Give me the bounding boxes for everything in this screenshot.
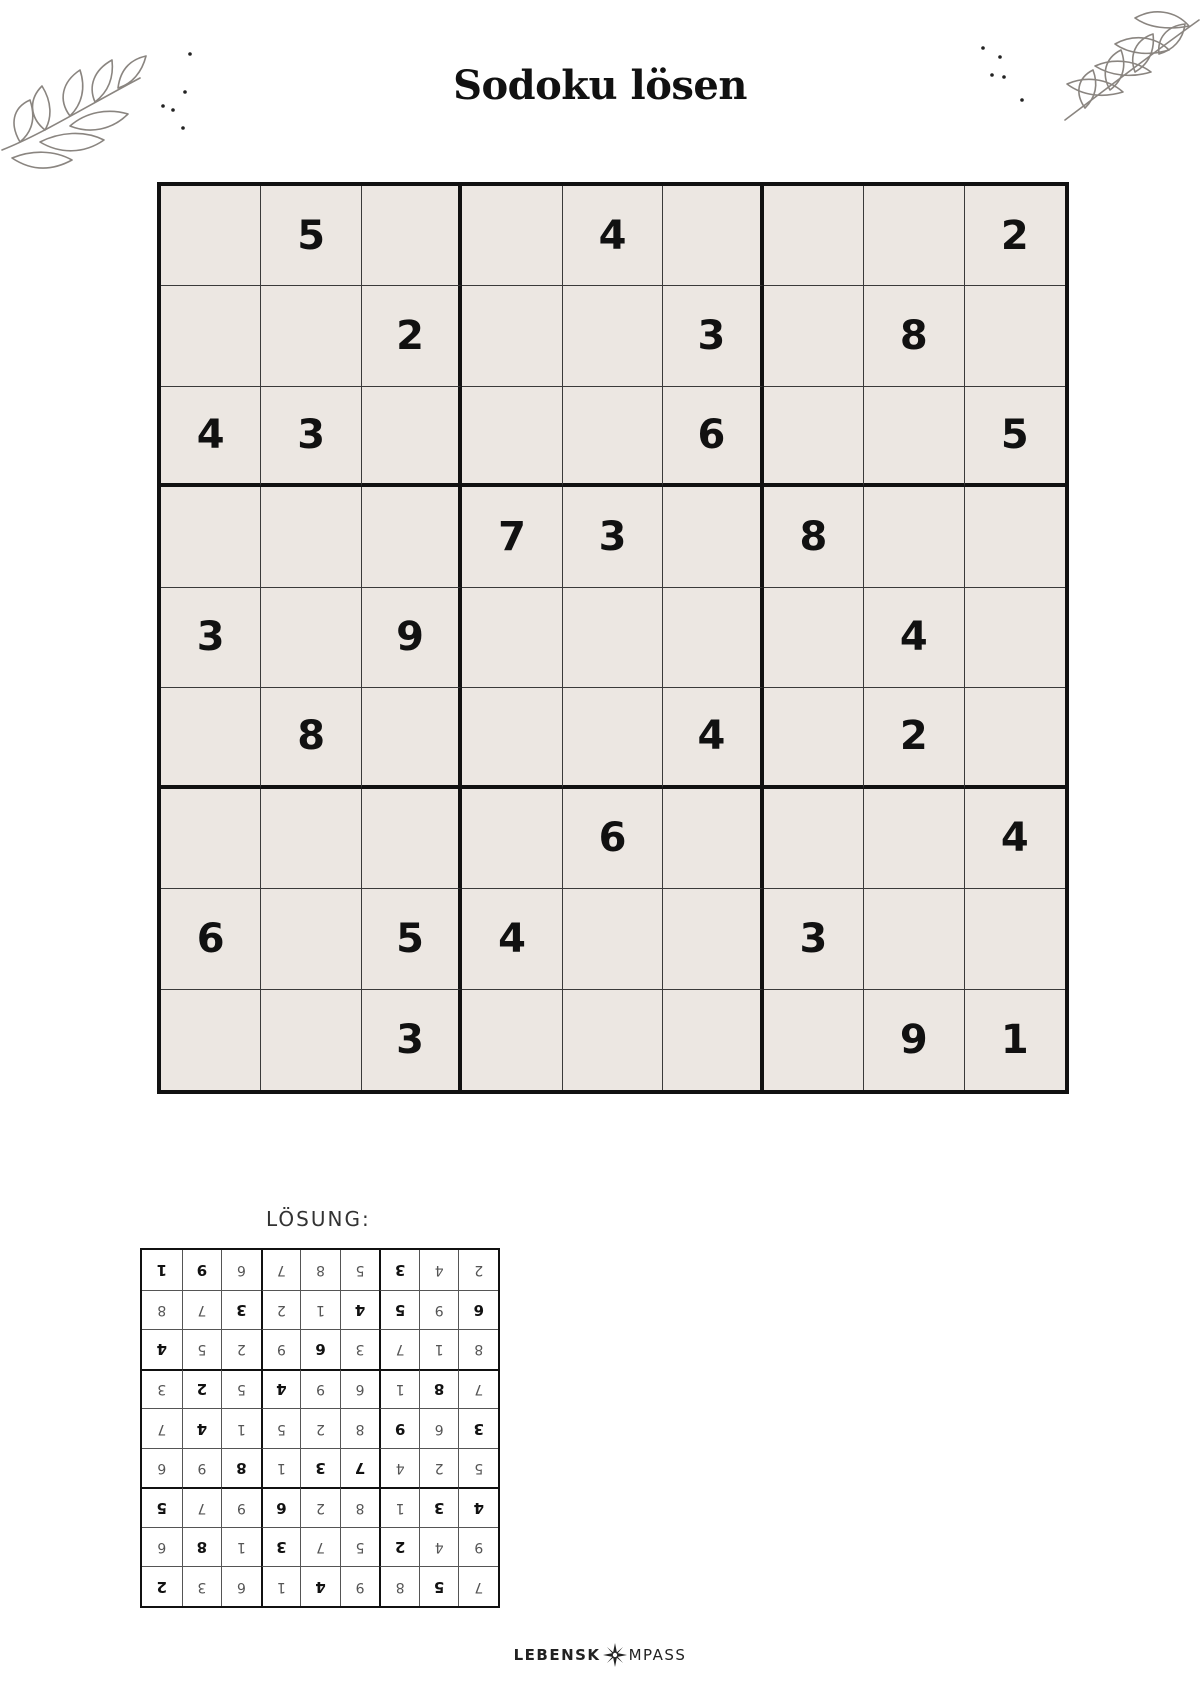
puzzle-cell-r2-c5 — [563, 286, 663, 386]
puzzle-cell-r2-c4 — [462, 286, 562, 386]
solution-cell-r8-c7: 3 — [221, 1290, 261, 1330]
puzzle-cell-r6-c1 — [161, 688, 261, 788]
puzzle-cell-r9-c8: 9 — [864, 990, 964, 1090]
puzzle-cell-r1-c9: 2 — [965, 186, 1065, 286]
puzzle-cell-r1-c2: 5 — [261, 186, 361, 286]
solution-cell-r2-c5: 7 — [300, 1527, 340, 1567]
solution-cell-r8-c4: 4 — [340, 1290, 380, 1330]
puzzle-cell-r4-c6 — [663, 487, 763, 587]
puzzle-cell-r9-c3: 3 — [362, 990, 462, 1090]
puzzle-cell-r9-c4 — [462, 990, 562, 1090]
puzzle-cell-r5-c4 — [462, 588, 562, 688]
solution-cell-r1-c4: 9 — [340, 1566, 380, 1606]
puzzle-cell-r3-c4 — [462, 387, 562, 487]
solution-cell-r9-c4: 5 — [340, 1250, 380, 1290]
puzzle-cell-r4-c8 — [864, 487, 964, 587]
puzzle-cell-r2-c6: 3 — [663, 286, 763, 386]
puzzle-cell-r5-c6 — [663, 588, 763, 688]
solution-cell-r8-c9: 8 — [142, 1290, 182, 1330]
puzzle-cell-r8-c9 — [965, 889, 1065, 989]
footer-brand — [0, 1642, 1200, 1668]
puzzle-cell-r7-c7 — [764, 789, 864, 889]
puzzle-cell-r5-c9 — [965, 588, 1065, 688]
solution-cell-r3-c6: 6 — [261, 1487, 301, 1527]
solution-cell-r5-c1: 3 — [458, 1408, 498, 1448]
puzzle-cell-r4-c5: 3 — [563, 487, 663, 587]
dots-right-decoration — [978, 45, 1028, 105]
puzzle-cell-r4-c9 — [965, 487, 1065, 587]
puzzle-cell-r3-c1: 4 — [161, 387, 261, 487]
puzzle-cell-r8-c7: 3 — [764, 889, 864, 989]
solution-cell-r1-c2: 5 — [419, 1566, 459, 1606]
puzzle-cell-r5-c3: 9 — [362, 588, 462, 688]
solution-cell-r1-c1: 7 — [458, 1566, 498, 1606]
solution-cell-r6-c3: 1 — [379, 1369, 419, 1409]
solution-cell-r7-c8: 5 — [182, 1329, 222, 1369]
solution-cell-r4-c7: 8 — [221, 1448, 261, 1488]
puzzle-cell-r9-c7 — [764, 990, 864, 1090]
solution-cell-r3-c2: 3 — [419, 1487, 459, 1527]
puzzle-cell-r2-c2 — [261, 286, 361, 386]
solution-cell-r4-c5: 3 — [300, 1448, 340, 1488]
puzzle-cell-r4-c4: 7 — [462, 487, 562, 587]
solution-cell-r9-c8: 9 — [182, 1250, 222, 1290]
solution-cell-r3-c5: 2 — [300, 1487, 340, 1527]
puzzle-cell-r8-c1: 6 — [161, 889, 261, 989]
solution-cell-r4-c2: 2 — [419, 1448, 459, 1488]
puzzle-cell-r4-c1 — [161, 487, 261, 587]
solution-cell-r5-c9: 7 — [142, 1408, 182, 1448]
puzzle-cell-r5-c1: 3 — [161, 588, 261, 688]
puzzle-cell-r8-c3: 5 — [362, 889, 462, 989]
puzzle-cell-r3-c6: 6 — [663, 387, 763, 487]
solution-cell-r6-c2: 8 — [419, 1369, 459, 1409]
solution-cell-r4-c9: 6 — [142, 1448, 182, 1488]
puzzle-cell-r4-c2 — [261, 487, 361, 587]
solution-cell-r2-c8: 8 — [182, 1527, 222, 1567]
puzzle-cell-r5-c2 — [261, 588, 361, 688]
puzzle-cell-r6-c2: 8 — [261, 688, 361, 788]
puzzle-cell-r3-c5 — [563, 387, 663, 487]
sudoku-puzzle-grid — [157, 182, 1069, 1094]
solution-cell-r5-c6: 5 — [261, 1408, 301, 1448]
puzzle-cell-r9-c1 — [161, 990, 261, 1090]
puzzle-cell-r3-c3 — [362, 387, 462, 487]
solution-cell-r8-c6: 2 — [261, 1290, 301, 1330]
solution-cell-r5-c5: 2 — [300, 1408, 340, 1448]
solution-cell-r1-c6: 1 — [261, 1566, 301, 1606]
puzzle-cell-r6-c5 — [563, 688, 663, 788]
puzzle-cell-r5-c5 — [563, 588, 663, 688]
puzzle-cell-r2-c8: 8 — [864, 286, 964, 386]
puzzle-cell-r7-c5: 6 — [563, 789, 663, 889]
solution-cell-r8-c8: 7 — [182, 1290, 222, 1330]
puzzle-cell-r6-c7 — [764, 688, 864, 788]
solution-cell-r1-c7: 6 — [221, 1566, 261, 1606]
solution-cell-r9-c5: 8 — [300, 1250, 340, 1290]
solution-cell-r5-c8: 4 — [182, 1408, 222, 1448]
puzzle-cell-r1-c4 — [462, 186, 562, 286]
solution-cell-r3-c9: 5 — [142, 1487, 182, 1527]
puzzle-cell-r8-c5 — [563, 889, 663, 989]
puzzle-cell-r9-c9: 1 — [1000, 1016, 1029, 1063]
solution-cell-r6-c6: 4 — [261, 1369, 301, 1409]
puzzle-cell-r2-c9 — [965, 286, 1065, 386]
solution-cell-r3-c1: 4 — [458, 1487, 498, 1527]
puzzle-cell-r7-c1 — [161, 789, 261, 889]
solution-cell-r8-c3: 5 — [379, 1290, 419, 1330]
solution-cell-r9-c3: 3 — [379, 1250, 419, 1290]
solution-cell-r7-c6: 9 — [261, 1329, 301, 1369]
solution-cell-r6-c4: 6 — [340, 1369, 380, 1409]
solution-cell-r8-c2: 9 — [419, 1290, 459, 1330]
solution-cell-r3-c4: 8 — [340, 1487, 380, 1527]
puzzle-cell-r8-c2 — [261, 889, 361, 989]
solution-cell-r3-c8: 7 — [182, 1487, 222, 1527]
puzzle-cell-r8-c4: 4 — [462, 889, 562, 989]
puzzle-cell-r3-c8 — [864, 387, 964, 487]
solution-cell-r7-c3: 7 — [379, 1329, 419, 1369]
puzzle-cell-r7-c6 — [663, 789, 763, 889]
puzzle-cell-r6-c9 — [965, 688, 1065, 788]
solution-cell-r4-c4: 7 — [340, 1448, 380, 1488]
compass-icon — [602, 1642, 628, 1668]
leaf-branch-right-icon — [1055, 0, 1200, 130]
solution-cell-r3-c7: 9 — [221, 1487, 261, 1527]
puzzle-cell-r8-c6 — [663, 889, 763, 989]
solution-cell-r1-c3: 8 — [379, 1566, 419, 1606]
puzzle-cell-r6-c8: 2 — [864, 688, 964, 788]
puzzle-cell-r3-c7 — [764, 387, 864, 487]
solution-cell-r2-c9: 6 — [142, 1527, 182, 1567]
solution-label: LÖSUNG: — [266, 1207, 371, 1231]
solution-cell-r2-c3: 2 — [379, 1527, 419, 1567]
puzzle-cell-r5-c7 — [764, 588, 864, 688]
solution-cell-r2-c4: 5 — [340, 1527, 380, 1567]
solution-cell-r5-c3: 9 — [379, 1408, 419, 1448]
puzzle-cell-r2-c7 — [764, 286, 864, 386]
solution-cell-r9-c6: 7 — [261, 1250, 301, 1290]
solution-cell-r5-c7: 1 — [221, 1408, 261, 1448]
solution-cell-r9-c7: 6 — [221, 1250, 261, 1290]
puzzle-cell-r1-c7 — [764, 186, 864, 286]
puzzle-cell-r9-c5 — [563, 990, 663, 1090]
solution-cell-r8-c5: 1 — [300, 1290, 340, 1330]
solution-cell-r9-c1: 2 — [458, 1250, 498, 1290]
solution-cell-r4-c8: 9 — [182, 1448, 222, 1488]
solution-cell-r7-c9: 4 — [142, 1329, 182, 1369]
puzzle-cell-r6-c6: 4 — [663, 688, 763, 788]
solution-cell-r5-c4: 8 — [340, 1408, 380, 1448]
solution-cell-r6-c7: 5 — [221, 1369, 261, 1409]
puzzle-cell-r4-c3 — [362, 487, 462, 587]
solution-grid — [140, 1248, 500, 1608]
solution-cell-r1-c9: 2 — [142, 1566, 182, 1606]
puzzle-cell-r7-c3 — [362, 789, 462, 889]
solution-cell-r4-c3: 4 — [379, 1448, 419, 1488]
puzzle-cell-r6-c4 — [462, 688, 562, 788]
puzzle-cell-r8-c8 — [864, 889, 964, 989]
solution-cell-r9-c9: 1 — [156, 1260, 167, 1279]
solution-cell-r7-c4: 3 — [340, 1329, 380, 1369]
solution-cell-r2-c1: 9 — [458, 1527, 498, 1567]
solution-cell-r2-c7: 1 — [221, 1527, 261, 1567]
solution-cell-r2-c2: 4 — [419, 1527, 459, 1567]
puzzle-cell-r1-c5: 4 — [563, 186, 663, 286]
solution-cell-r6-c5: 9 — [300, 1369, 340, 1409]
puzzle-cell-r7-c4 — [462, 789, 562, 889]
puzzle-cell-r7-c2 — [261, 789, 361, 889]
solution-cell-r1-c5: 4 — [300, 1566, 340, 1606]
solution-cell-r4-c1: 5 — [458, 1448, 498, 1488]
solution-cell-r7-c2: 1 — [419, 1329, 459, 1369]
solution-cell-r7-c7: 2 — [221, 1329, 261, 1369]
solution-cell-r4-c6: 1 — [261, 1448, 301, 1488]
puzzle-cell-r7-c8 — [864, 789, 964, 889]
brand-name-part2: MPASS — [628, 1646, 687, 1664]
solution-cell-r8-c1: 6 — [458, 1290, 498, 1330]
puzzle-cell-r3-c9: 5 — [965, 387, 1065, 487]
puzzle-cell-r1-c1 — [161, 186, 261, 286]
solution-cell-r7-c1: 8 — [458, 1329, 498, 1369]
solution-cell-r6-c8: 2 — [182, 1369, 222, 1409]
puzzle-cell-r1-c6 — [663, 186, 763, 286]
puzzle-cell-r2-c3: 2 — [362, 286, 462, 386]
puzzle-cell-r1-c8 — [864, 186, 964, 286]
puzzle-cell-r9-c6 — [663, 990, 763, 1090]
puzzle-cell-r6-c3 — [362, 688, 462, 788]
solution-cell-r6-c1: 7 — [458, 1369, 498, 1409]
solution-cell-r2-c6: 3 — [261, 1527, 301, 1567]
solution-cell-r9-c2: 4 — [419, 1250, 459, 1290]
page-title: Sodoku lösen — [453, 62, 747, 109]
puzzle-cell-r4-c7: 8 — [764, 487, 864, 587]
puzzle-cell-r1-c3 — [362, 186, 462, 286]
solution-cell-r1-c8: 3 — [182, 1566, 222, 1606]
brand-name-part1: LEBENSK — [513, 1646, 601, 1664]
solution-cell-r7-c5: 6 — [300, 1329, 340, 1369]
puzzle-cell-r9-c2 — [261, 990, 361, 1090]
solution-cell-r5-c2: 6 — [419, 1408, 459, 1448]
puzzle-cell-r3-c2: 3 — [261, 387, 361, 487]
puzzle-cell-r7-c9: 4 — [965, 789, 1065, 889]
puzzle-cell-r2-c1 — [161, 286, 261, 386]
puzzle-cell-r5-c8: 4 — [864, 588, 964, 688]
solution-cell-r3-c3: 1 — [379, 1487, 419, 1527]
solution-cell-r6-c9: 3 — [142, 1369, 182, 1409]
